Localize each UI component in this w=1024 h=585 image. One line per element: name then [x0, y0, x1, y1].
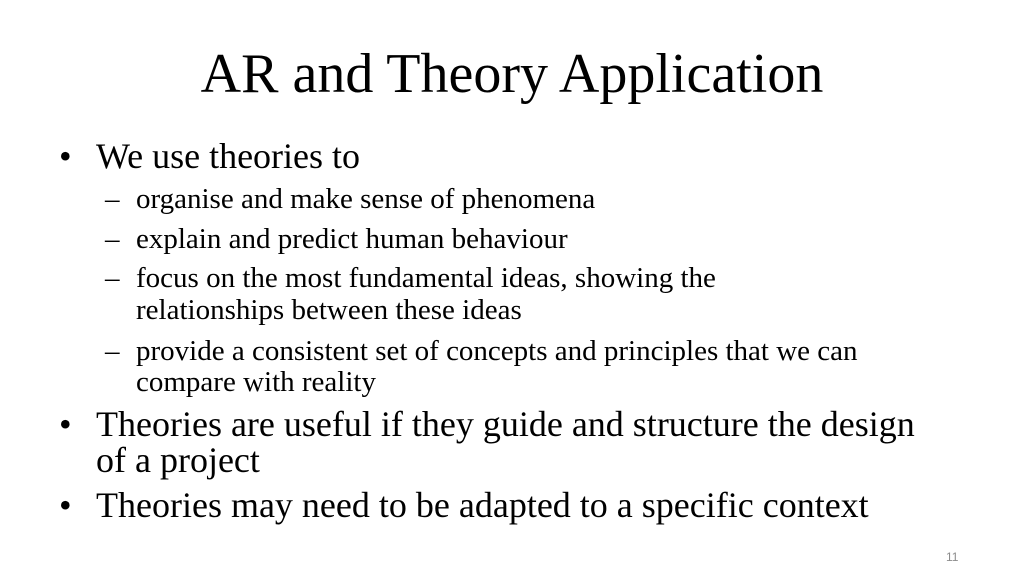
- bullet-text: Theories are useful if they guide and structure the design: [96, 404, 915, 444]
- sub-bullet-text: compare with reality: [136, 366, 376, 398]
- sub-bullet-text: relationships between these ideas: [136, 294, 522, 326]
- bullet-text: We use theories to: [96, 136, 361, 176]
- sub-bullet-text: explain and predict human behaviour: [136, 223, 568, 255]
- dash-icon: –: [105, 183, 120, 215]
- page-number: 11: [946, 550, 959, 564]
- slide-title: AR and Theory Application: [200, 43, 824, 105]
- bullet-icon: •: [59, 404, 72, 444]
- bullet-icon: •: [59, 485, 72, 525]
- dash-icon: –: [105, 335, 120, 367]
- sub-bullet-text: focus on the most fundamental ideas, showing the: [136, 262, 716, 294]
- sub-bullet-text: organise and make sense of phenomena: [136, 183, 596, 215]
- bullet-icon: •: [59, 136, 72, 176]
- sub-bullet-text: provide a consistent set of concepts and principles that we can: [136, 335, 858, 367]
- bullet-text: of a project: [96, 440, 260, 480]
- dash-icon: –: [105, 262, 120, 294]
- dash-icon: –: [105, 223, 120, 255]
- bullet-text: Theories may need to be adapted to a specific context: [96, 485, 869, 525]
